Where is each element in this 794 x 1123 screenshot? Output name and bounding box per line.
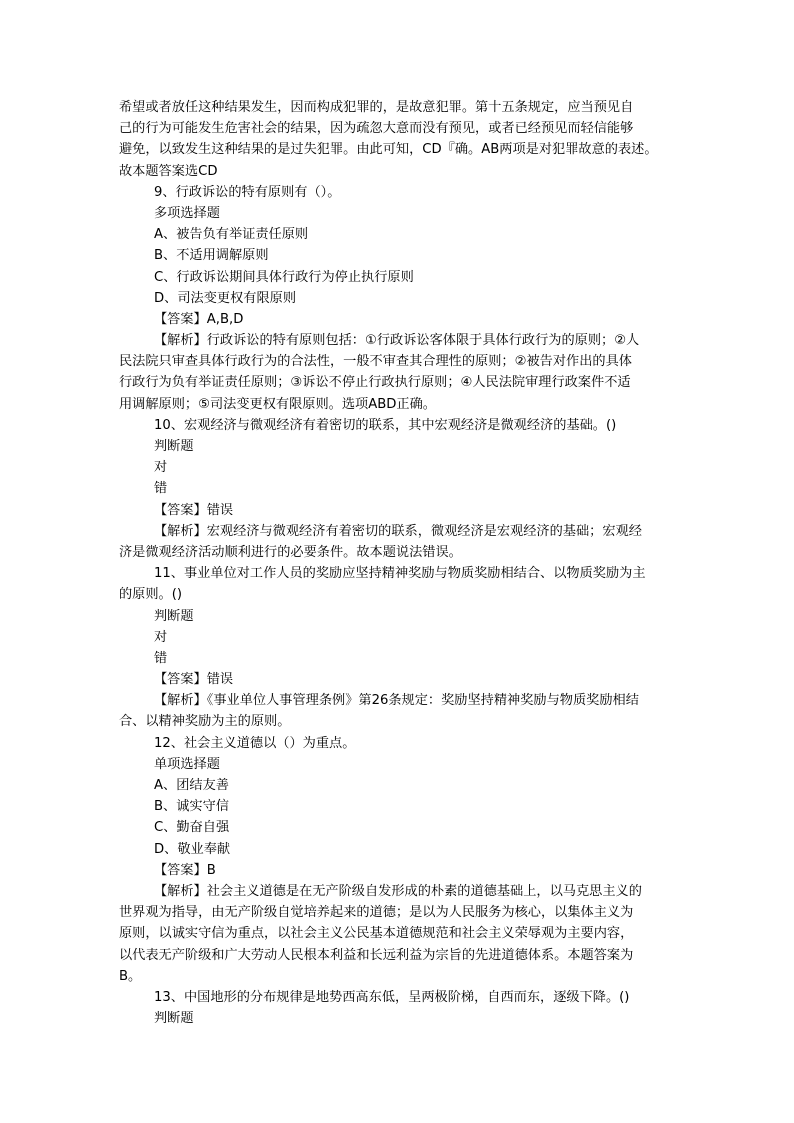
text-line: 【解析】行政诉讼的特有原则包括：①行政诉讼客体限于具体行政行为的原则；②人 bbox=[154, 333, 640, 349]
text-line: 【解析】《事业单位人事管理条例》第26条规定：奖励坚持精神奖励与物质奖励相结 bbox=[154, 693, 639, 709]
text-line: 济是微观经济活动顺利进行的必要条件。故本题说法错误。 bbox=[119, 544, 462, 560]
text-line: B、不适用调解原则 bbox=[154, 248, 269, 264]
text-line: 单项选择题 bbox=[154, 756, 220, 772]
document-page bbox=[119, 97, 681, 1029]
text-line: 【解析】社会主义道德是在无产阶级自发形成的朴素的道德基础上，以马克思主义的 bbox=[154, 883, 642, 899]
text-line: 以代表无产阶级和广大劳动人民根本利益和长远利益为宗旨的先进道德体系。本题答案为 bbox=[119, 947, 634, 963]
text-line: A、团结友善 bbox=[154, 778, 229, 793]
text-line: C、勤奋自强 bbox=[154, 820, 230, 836]
text-line: 的原则。() bbox=[119, 587, 183, 603]
text-line: 世界观为指导，由无产阶级自觉培养起来的道德；是以为人民服务为核心，以集体主义为 bbox=[119, 905, 634, 921]
text-line: 9、行政诉讼的特有原则有（）。 bbox=[154, 184, 341, 200]
text-line: A、被告负有举证责任原则 bbox=[154, 227, 309, 243]
text-line: 希望或者放任这种结果发生，因而构成犯罪的，是故意犯罪。第十五条规定，应当预见自 bbox=[119, 100, 634, 115]
text-line: 10、宏观经济与微观经济有着密切的联系，其中宏观经济是微观经济的基础。() bbox=[154, 417, 617, 433]
text-line: 民法院只审查具体行政行为的合法性，一般不审查其合理性的原则；②被告对作出的具体 bbox=[119, 354, 632, 370]
text-line: 11、事业单位对工作人员的奖励应坚持精神奖励与物质奖励相结合、以物质奖励为主 bbox=[154, 566, 646, 582]
text-line: 13、中国地形的分布规律是地势西高东低，呈两极阶梯，自西而东，逐级下降。() bbox=[154, 989, 630, 1005]
text-line: 【答案】B bbox=[154, 862, 216, 878]
text-line: B。 bbox=[119, 968, 142, 984]
text-line: 避免，以致发生这种结果的是过失犯罪。由此可知，CD『确。AB两项是对犯罪故意的表述。 bbox=[119, 142, 658, 158]
text-line: 判断题 bbox=[154, 439, 194, 454]
text-line: C、行政诉讼期间具体行政行为停止执行原则 bbox=[154, 269, 414, 285]
text-line: D、司法变更权有限原则 bbox=[154, 290, 297, 306]
text-line: 合、以精神奖励为主的原则。 bbox=[119, 714, 291, 730]
text-line: 【解析】宏观经济与微观经济有着密切的联系，微观经济是宏观经济的基础；宏观经 bbox=[154, 523, 642, 539]
text-line: 【答案】A,B,D bbox=[154, 311, 244, 327]
text-line: 行政行为负有举证责任原则；③诉讼不停止行政执行原则；④人民法院审理行政案件不适 bbox=[119, 375, 631, 391]
text-line: 判断题 bbox=[154, 1011, 194, 1027]
text-line: 用调解原则；⑤司法变更权有限原则。选项ABD正确。 bbox=[119, 396, 436, 412]
text-line: 12、社会主义道德以（）为重点。 bbox=[154, 735, 356, 751]
text-line: 判断题 bbox=[154, 608, 194, 624]
text-line: 己的行为可能发生危害社会的结果，因为疏忽大意而没有预见，或者已经预见而轻信能够 bbox=[119, 121, 634, 137]
text-line: 【答案】错误 bbox=[154, 672, 234, 688]
text-line: 原则，以诚实守信为重点，以社会主义公民基本道德规范和社会主义荣辱观为主要内容， bbox=[119, 926, 634, 942]
text-line: 故本题答案选CD bbox=[119, 163, 218, 179]
text-line: 对 bbox=[154, 460, 168, 476]
text-line: 对 bbox=[154, 629, 168, 645]
text-line: D、敬业奉献 bbox=[154, 841, 231, 857]
text-line: 错 bbox=[154, 650, 168, 666]
text-line: B、诚实守信 bbox=[154, 799, 229, 815]
text-line: 【答案】错误 bbox=[154, 502, 234, 518]
text-line: 错 bbox=[154, 481, 168, 497]
text-line: 多项选择题 bbox=[154, 205, 220, 221]
